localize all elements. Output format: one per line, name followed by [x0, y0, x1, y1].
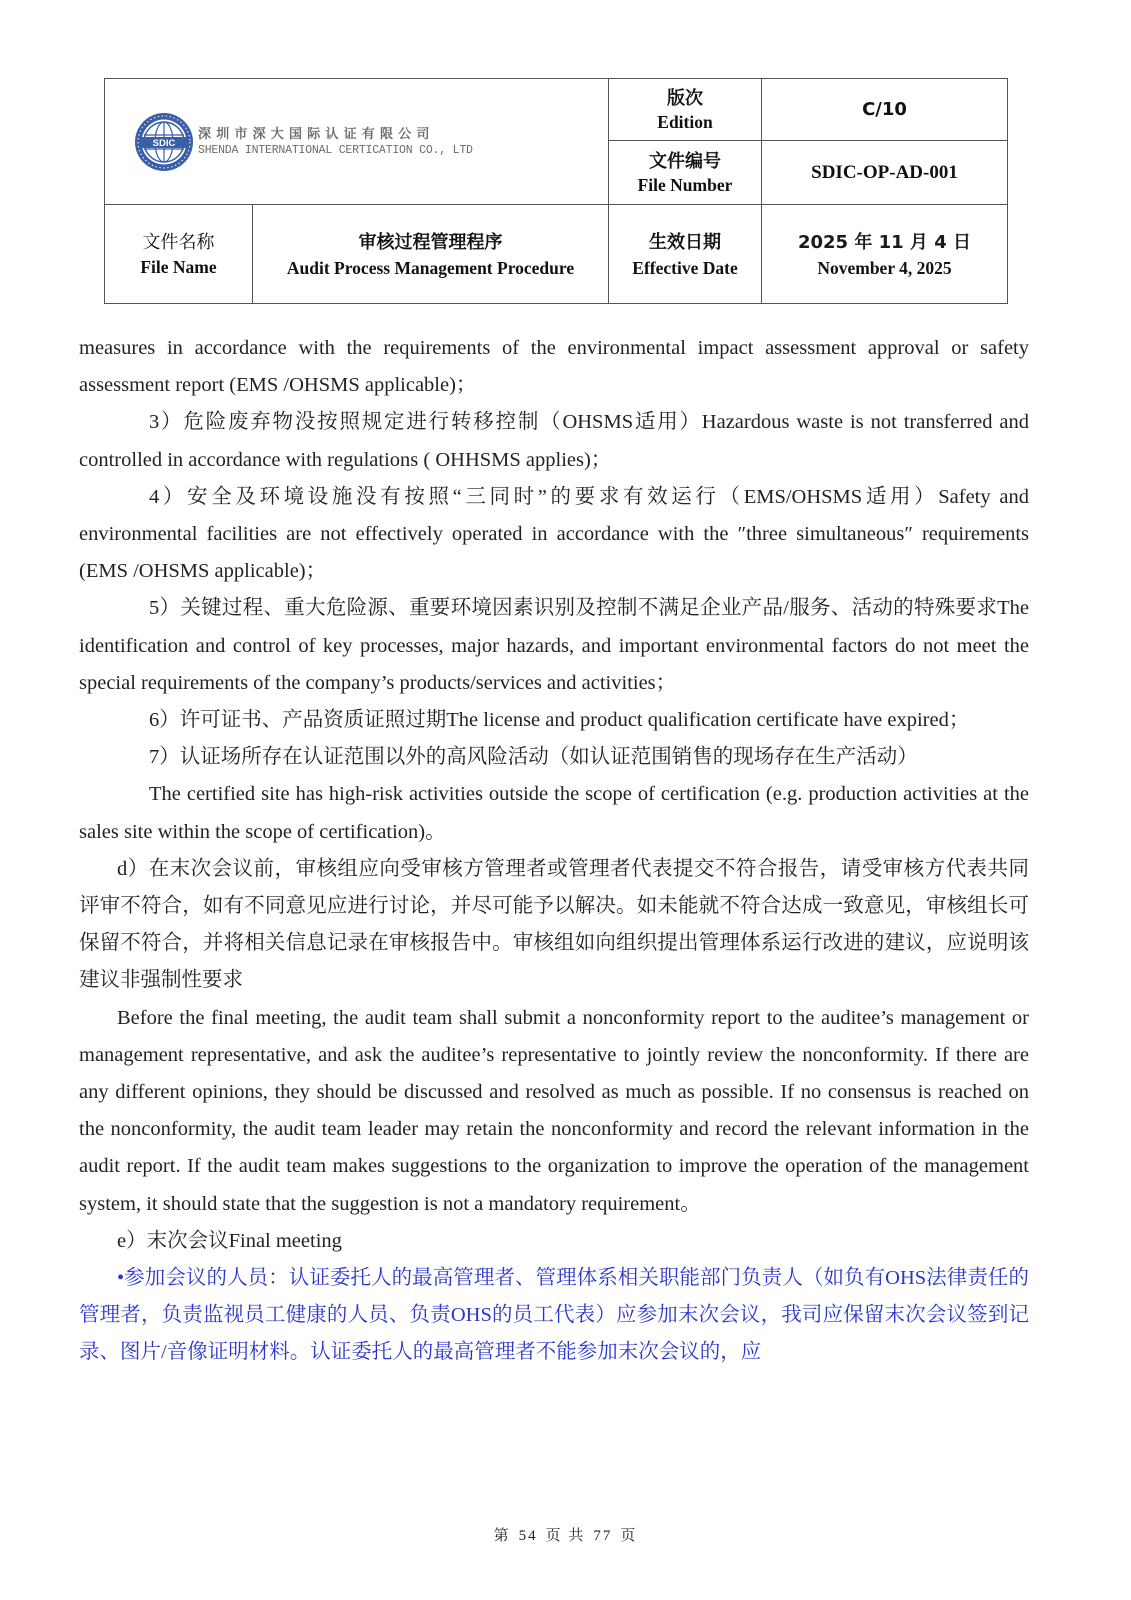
edition-label-en: Edition	[657, 111, 713, 132]
file-name-label-en: File Name	[140, 257, 217, 277]
page-footer	[0, 1524, 1131, 1545]
list-item-4: 4）安全及环境设施没有按照“三同时”的要求有效运行（EMS/OHSMS适用）Safety and environmental facilities are not effectively operated in accordance with the ″three simultaneous″ requirements (EMS /OHSMS applicable)；	[79, 485, 1029, 583]
effective-date-value-cn: 2025 年 11 月 4 日	[797, 232, 971, 253]
file-name-value-en: Audit Process Management Procedure	[286, 258, 575, 278]
company-name-en: SHENDA INTERNATIONAL CERTICATION CO., LTD	[198, 143, 473, 157]
file-name-label-cn: 文件名称	[142, 232, 215, 253]
list-item-7-en: The certified site has high-risk activities outside the scope of certification (e.g. production activities at the sales site within the scope of certification)。	[79, 783, 1029, 843]
edition-value-cell	[762, 79, 1008, 141]
total-pages: 77	[593, 1528, 613, 1544]
effective-date-label-en: Effective Date	[632, 258, 738, 278]
file-name-value-cell	[253, 205, 609, 304]
document-body	[79, 330, 1029, 1372]
final-meeting-attendees: •参加会议的人员：认证委托人的最高管理者、管理体系相关职能部门负责人（如负有OHS法律责任的管理者，负责监视员工健康的人员、负责OHS的员工代表）应参加末次会议，我司应保留末次会议签到记录、图片/音像证明材料。认证委托人的最高管理者不能参加末次会议的，应	[79, 1267, 1029, 1364]
file-number-label-cell	[609, 141, 762, 205]
effective-date-label-cell	[609, 205, 762, 304]
document-header-table	[104, 78, 1008, 304]
clause-e-heading: e）末次会议Final meeting	[117, 1229, 342, 1252]
file-name-label-cell	[105, 205, 253, 304]
company-logo-cell	[105, 79, 609, 205]
page-mid: 页 共	[545, 1528, 586, 1544]
edition-value: C/10	[862, 99, 907, 120]
clause-d-en: Before the final meeting, the audit team shall submit a nonconformity report to the auditee’s management or management representative, and ask the auditee’s representative to jointly review the nonconformity. If there are any different opinions, they should be discussed and resolved as much as possible. If no consensus is reached on the nonconformity, the audit team leader may retain the nonconformity and record the relevant information in the audit report. If the audit team makes suggestions to the organization to improve the operation of the management system, it should state that the suggestion is not a mandatory requirement。	[79, 1006, 1029, 1215]
company-name-cn: 深圳市深大国际认证有限公司	[198, 126, 435, 142]
page-prefix: 第	[493, 1528, 511, 1544]
file-number-label-en: File Number	[637, 174, 733, 195]
effective-date-value-cell	[762, 205, 1008, 304]
file-name-value-cn: 审核过程管理程序	[358, 232, 503, 253]
clause-d-cn: d）在末次会议前，审核组应向受审核方管理者或管理者代表提交不符合报告，请受审核方代表共同评审不符合，如有不同意见应进行讨论，并尽可能予以解决。如未能就不符合达成一致意见，审核组长可保留不符合，并将相关信息记录在审核报告中。审核组如向组织提出管理体系运行改进的建议，应说明该建议非强制性要求	[79, 857, 1029, 992]
page-number: 54	[518, 1528, 538, 1544]
file-number-label-cn: 文件编号	[649, 150, 721, 172]
effective-date-value-en: November 4, 2025	[817, 258, 952, 278]
list-item-5: 5）关键过程、重大危险源、重要环境因素识别及控制不满足企业产品/服务、活动的特殊要求The identification and control of key processes, major hazards, and important environmental factors do not meet the special requirements of the company’s products/services and activities；	[79, 597, 1029, 694]
file-number-value: SDIC-OP-AD-001	[811, 161, 958, 183]
effective-date-label-cn: 生效日期	[649, 232, 721, 253]
edition-label-cn: 版次	[667, 87, 703, 109]
edition-label-cell	[609, 79, 762, 141]
paragraph-continuation: measures in accordance with the requirements of the environmental impact assessment approval or safety assessment report (EMS /OHSMS applicable)；	[79, 337, 1029, 397]
sdic-logo-icon	[133, 111, 195, 173]
list-item-3: 3）危险废弃物没按照规定进行转移控制（OHSMS适用）Hazardous waste is not transferred and controlled in accordance with regulations ( OHHSMS applies)；	[79, 411, 1029, 471]
page-suffix: 页	[620, 1528, 638, 1544]
file-number-value-cell	[762, 141, 1008, 205]
list-item-6: 6）许可证书、产品资质证照过期The license and product qualification certificate have expired；	[149, 709, 970, 732]
svg-text:SDIC: SDIC	[152, 137, 176, 149]
list-item-7-cn: 7）认证场所存在认证范围以外的高风险活动（如认证范围销售的现场存在生产活动）	[149, 746, 918, 769]
